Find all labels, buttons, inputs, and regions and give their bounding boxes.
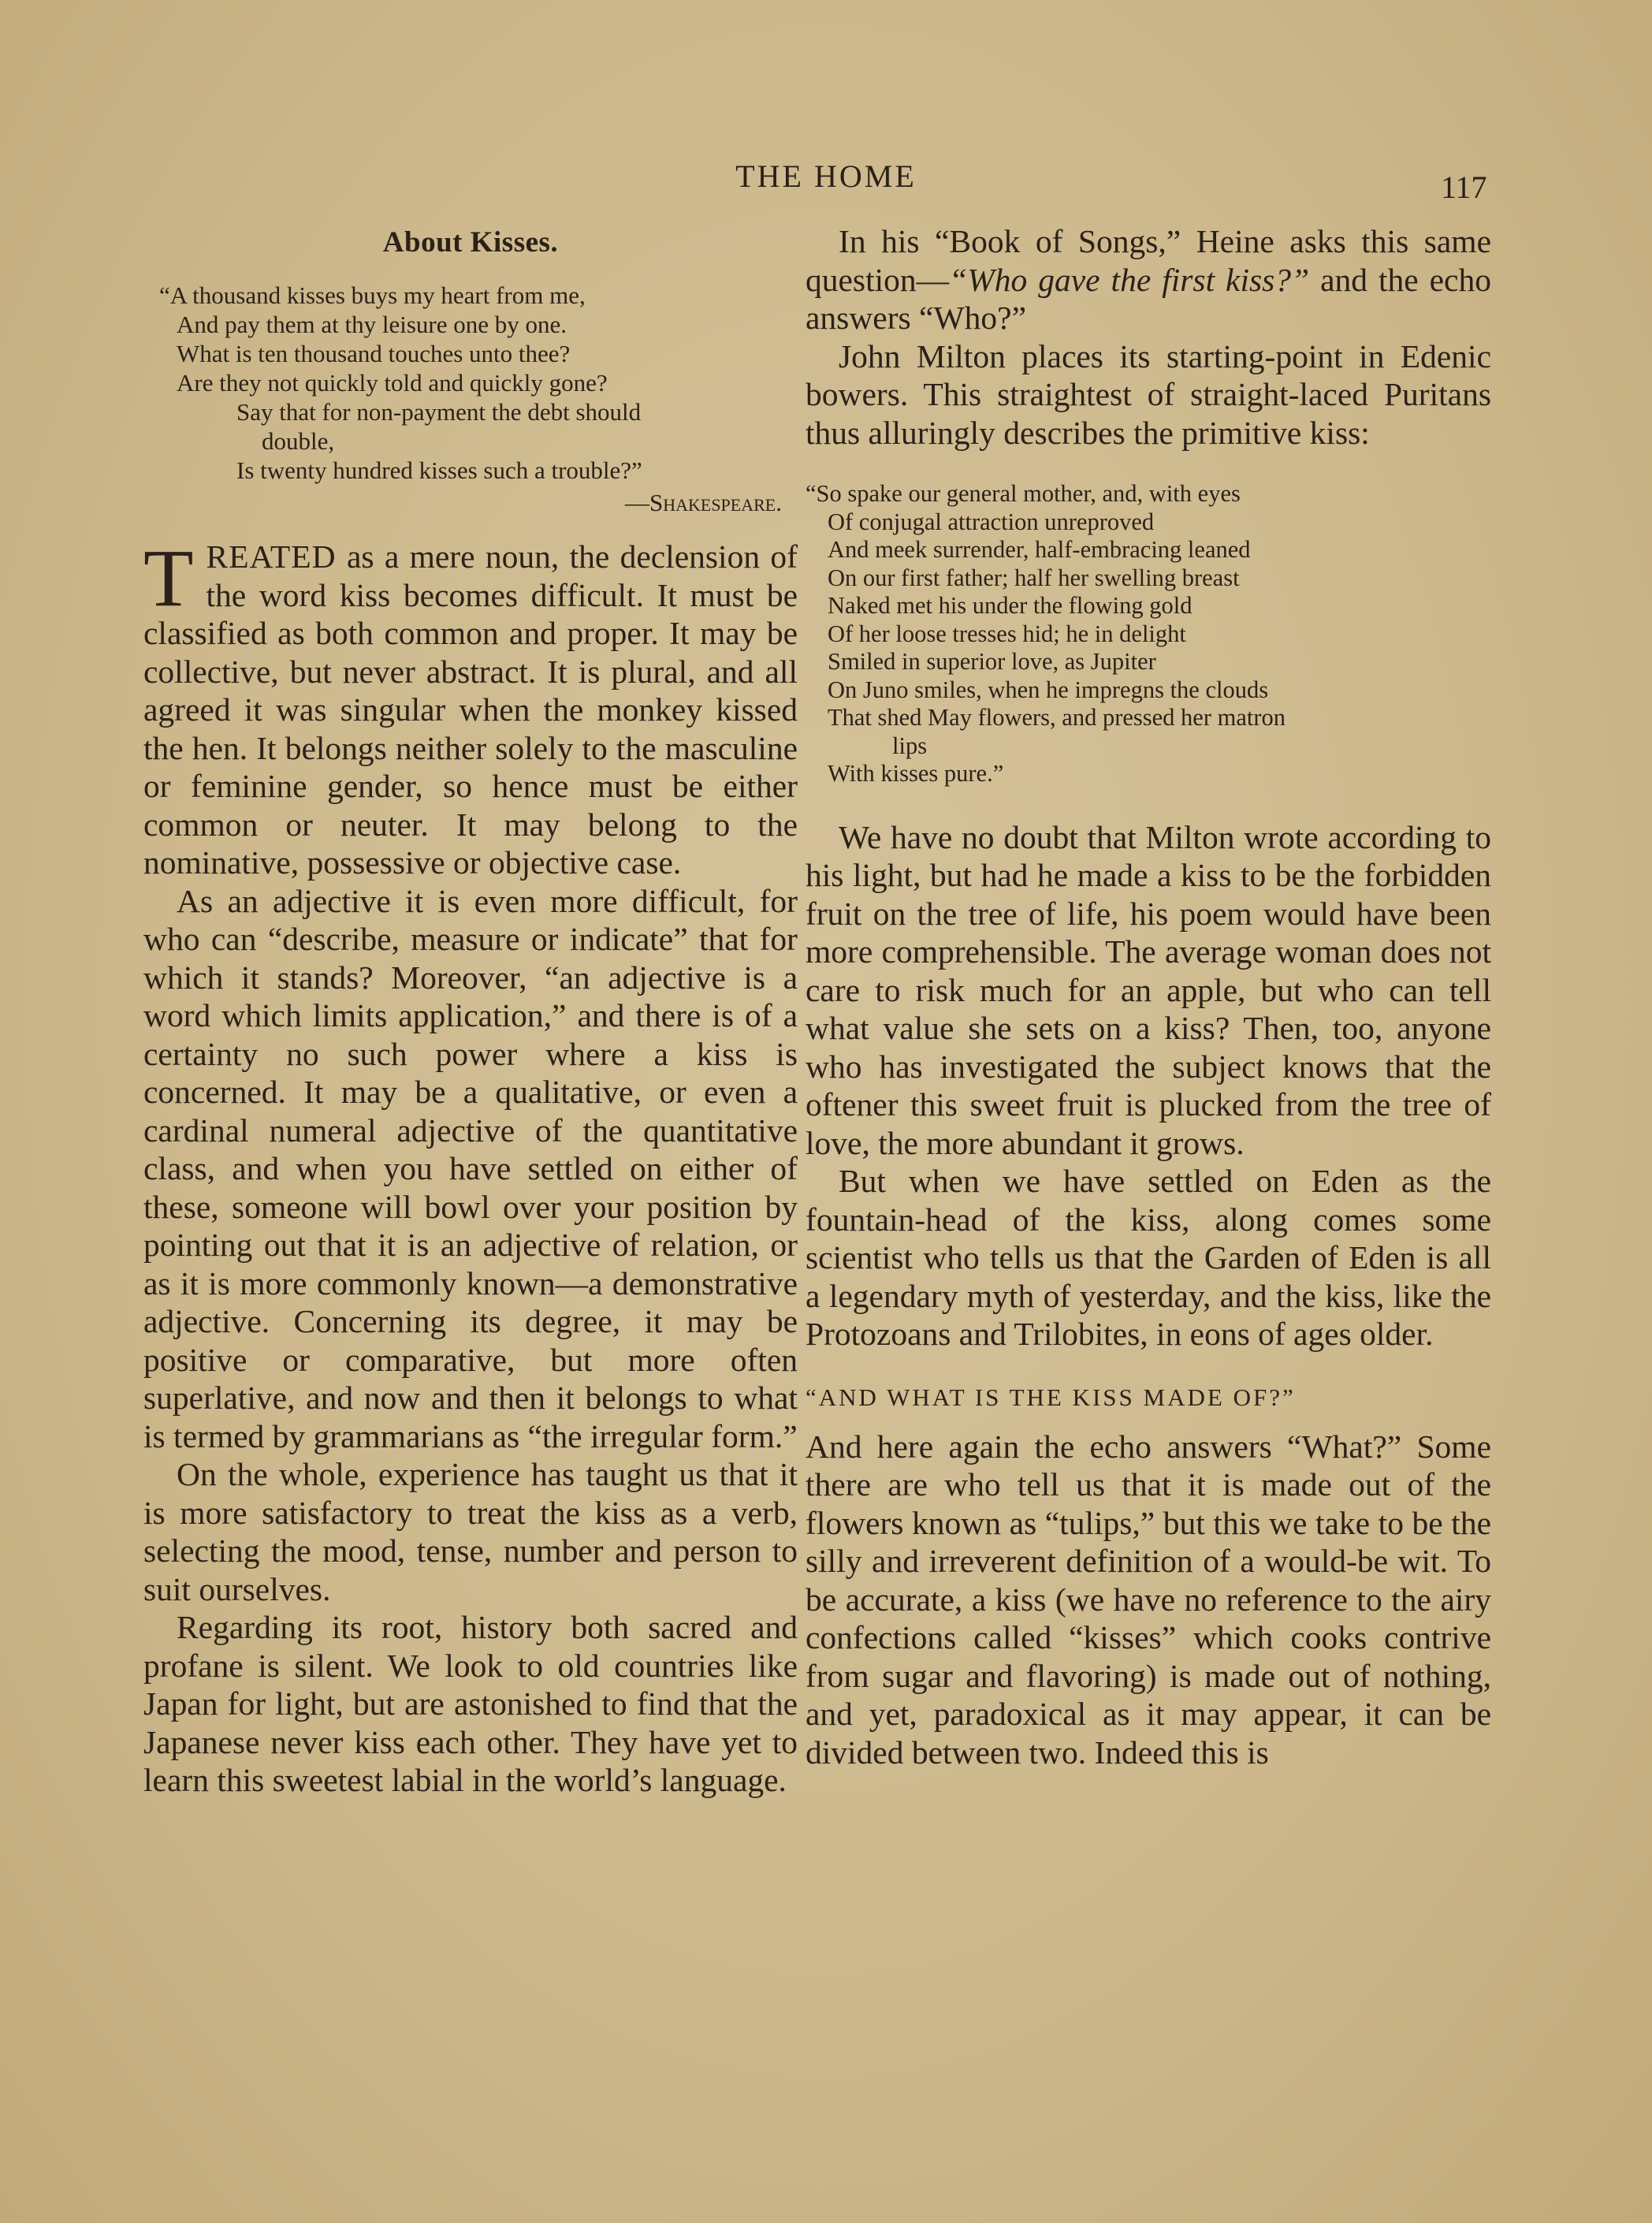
verse-line: Naked met his under the flowing gold [828,592,1192,619]
paragraph-text: as a mere noun, the declension of the word kiss becomes difficult. It must be classified as both common and proper. It may be collective, but never abstract. It is plural, and all agreed it was singular when the monkey kissed the hen. It belongs neither solely to the masculine or feminine gender, so hence must be either common or neuter. It may belong to the nominative, possessive or objective case. [143,538,798,881]
verse-line: With kisses pure.” [828,760,1004,787]
epigraph-line: Say that for non-payment the debt should [236,398,642,426]
epigraph-line: double, [262,427,335,455]
verse-line: Smiled in superior love, as Jupiter [828,648,1156,675]
epigraph-attribution: —Shakespeare. [624,489,782,516]
verse-line: On Juno smiles, when he impregns the clouds [828,676,1269,703]
paragraph: As an adjective it is even more difficult, for who can “describe, measure or indicate” that for which it stands? Moreover, “an adjective is a word which limits application,” and there is of a certainty no such power where a kiss is concerned. It may be a qualitative, or even a cardinal numeral adjective of the quantitative class, and when you have settled on either of these, someone will bowl over your position by pointing out that it is an adjective of relation, or as it is more commonly known—a demonstrative adjective. Concerning its degree, it may be positive or comparative, but more often superlative, and now and then it belongs to what is termed by grammarians as “the irregular form.” [143,882,798,1454]
paragraph: Regarding its root, history both sacred and profane is silent. We look to old countries like Japan for light, but are astonished to find that the Japanese never kiss each other. They have yet to learn this sweetest labial in the world’s language. [143,1609,798,1798]
page-number: 117 [1441,169,1487,205]
drop-cap: T [143,533,194,624]
article-title: About Kisses. [382,226,559,259]
epigraph-line: What is ten thousand touches unto thee? [177,340,571,367]
section-subheading: “AND WHAT IS THE KISS MADE OF?” [806,1383,1296,1411]
verse-line: lips [892,732,928,759]
right-column [806,222,1491,1771]
paragraph: John Milton places its starting-point in Edenic bowers. This straightest of straight-laced Puritans thus alluringly describes the primitive kiss: [806,337,1491,451]
paragraph: And here again the echo answers “What?” Some there are who tell us that it is made out of the flowers known as “tulips,” but this we take to be the silly and irreverent definition of a would-be wit. To be accurate, a kiss (we have no reference to the airy confections called “kisses” which cooks contrive from sugar and flavoring) is made out of nothing, and yet, paradoxical as it may appear, it can be divided between two. Indeed this is [806,1428,1491,1771]
paragraph: But when we have settled on Eden as the fountain-head of the kiss, along comes some scientist who tells us that the Garden of Eden is all a legendary myth of yesterday, and the kiss, like the Protozoans and Trilobites, in eons of ages older. [806,1163,1491,1352]
verse-line: Of conjugal attraction unreproved [828,508,1155,535]
verse-line: “So spake our general mother, and, with eyes [806,480,1241,507]
italic-quote: “Who gave the first kiss?” [949,261,1310,298]
shakespeare-epigraph [159,281,798,517]
epigraph-line: “A thousand kisses buys my heart from me, [159,281,586,309]
paragraph-text: and the echo answers “Who?” [806,261,1491,336]
paragraph-text: In his “Book of Songs,” Heine asks this same question— [806,223,1491,298]
lead-in-caps: REATED [206,538,337,575]
paragraph [806,222,1491,337]
left-column [143,222,798,1800]
verse-line: Of her loose tresses hid; he in delight [828,620,1186,647]
paragraph: We have no doubt that Milton wrote according to his light, but had he made a kiss to be the forbidden fruit on the tree of life, his poem would have been more comprehensible. The average woman does not care to risk much for an apple, but who can tell what value she sets on a kiss? Then, too, anyone who has investigated the subject knows that the oftener this sweet fruit is plucked from the tree of love, the more abundant it grows. [806,818,1491,1161]
milton-verse [806,480,1491,788]
epigraph-line: Are they not quickly told and quickly gone? [177,369,608,397]
epigraph-line: Is twenty hundred kisses such a trouble?” [236,456,642,484]
epigraph-line: And pay them at thy leisure one by one. [177,311,567,338]
verse-line: On our first father; half her swelling breast [828,564,1240,591]
paragraph: On the whole, experience has taught us that it is more satisfactory to treat the kiss as a verb, selecting the mood, tense, number and person to suit ourselves. [143,1456,798,1607]
paragraph [143,533,798,882]
verse-line: And meek surrender, half-embracing leaned [828,536,1251,563]
verse-line: That shed May flowers, and pressed her matron [828,704,1286,731]
running-head: THE HOME [735,158,917,194]
